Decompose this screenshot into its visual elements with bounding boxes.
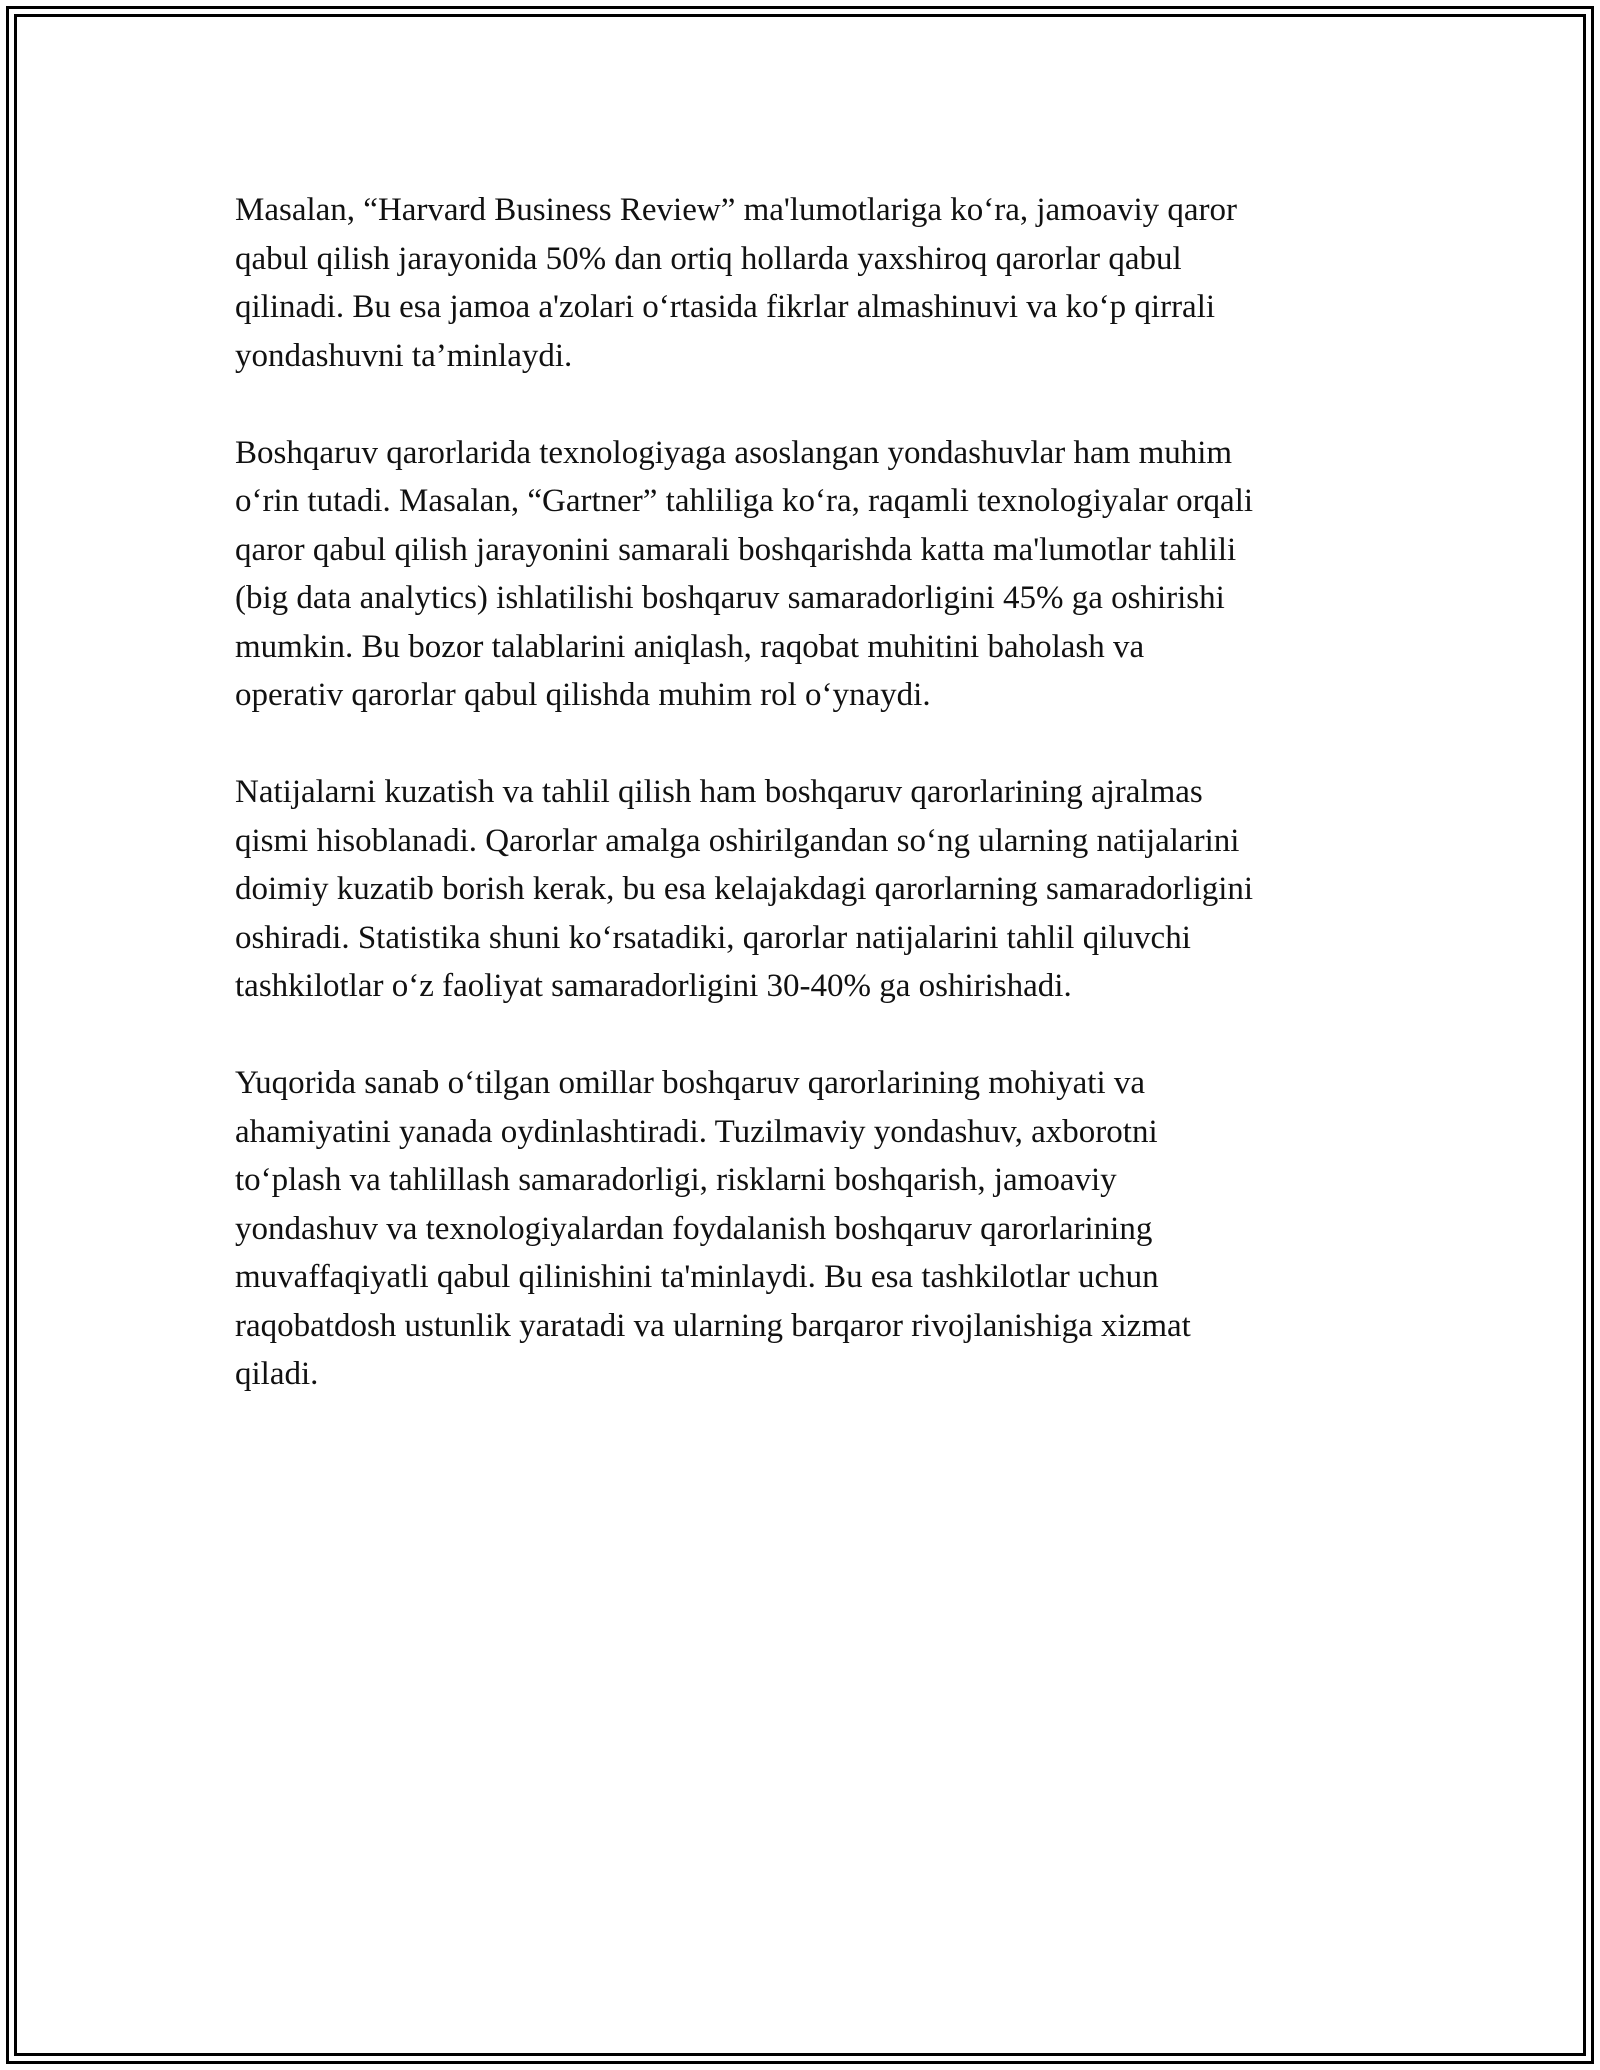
text-line: yondashuv va texnologiyalardan foydalanish boshqaruv qarorlarining (235, 1210, 1153, 1247)
text-line: qilinadi. Bu esa jamoa a'zolari o‘rtasida fikrlar almashinuvi va ko‘p qirrali (235, 289, 1216, 325)
text-line: oshiradi. Statistika shuni ko‘rsatadiki, qarorlar natijalarini tahlil qiluvchi (235, 919, 1191, 956)
paragraph-4 (235, 1059, 1385, 1399)
text-line: Natijalarni kuzatish va tahlil qilish ham boshqaruv qarorlarining ajralmas (235, 774, 1203, 810)
text-line: qismi hisoblanadi. Qarorlar amalga oshirilgandan so‘ng ularning natijalarini (235, 822, 1240, 859)
text-line: ahamiyatini yanada oydinlashtiradi. Tuzilmaviy yondashuv, axborotni (235, 1113, 1158, 1150)
text-line: muvaffaqiyatli qabul qilinishini ta'minlaydi. Bu esa tashkilotlar uchun (235, 1259, 1159, 1295)
text-line: to‘plash va tahlillash samaradorligi, risklarni boshqarish, jamoaviy (235, 1162, 1117, 1198)
text-line: tashkilotlar o‘z faoliyat samaradorligini 30-40% ga oshirishadi. (235, 968, 1072, 1004)
text-line: o‘rin tutadi. Masalan, “Gartner” tahliliga ko‘ra, raqamli texnologiyalar orqali (235, 483, 1254, 519)
text-line: mumkin. Bu bozor talablarini aniqlash, raqobat muhitini baholash va (235, 628, 1145, 665)
paragraph-3 (235, 768, 1385, 1011)
text-line: (big data analytics) ishlatilishi boshqaruv samaradorligini 45% ga oshirishi (235, 580, 1225, 616)
text-line: qaror qabul qilish jarayonini samarali boshqarishda katta ma'lumotlar tahlili (235, 531, 1237, 568)
document-body (235, 186, 1385, 1447)
text-line: yondashuvni ta’minlaydi. (235, 337, 573, 374)
paragraph-1 (235, 186, 1385, 380)
text-line: Boshqaruv qarorlarida texnologiyaga asoslangan yondashuvlar ham muhim (235, 434, 1233, 471)
text-line: qiladi. (235, 1356, 319, 1392)
text-line: doimiy kuzatib borish kerak, bu esa kelajakdagi qarorlarning samaradorligini (235, 871, 1254, 907)
text-line: Yuqorida sanab o‘tilgan omillar boshqaruv qarorlarining mohiyati va (235, 1065, 1146, 1101)
text-line: qabul qilish jarayonida 50% dan ortiq hollarda yaxshiroq qarorlar qabul (235, 240, 1182, 277)
text-line: operativ qarorlar qabul qilishda muhim rol o‘ynaydi. (235, 677, 931, 713)
text-line: Masalan, “Harvard Business Review” ma'lumotlariga ko‘ra, jamoaviy qaror (235, 192, 1238, 228)
paragraph-2 (235, 429, 1385, 720)
text-line: raqobatdosh ustunlik yaratadi va ularning barqaror rivojlanishiga xizmat (235, 1307, 1191, 1344)
